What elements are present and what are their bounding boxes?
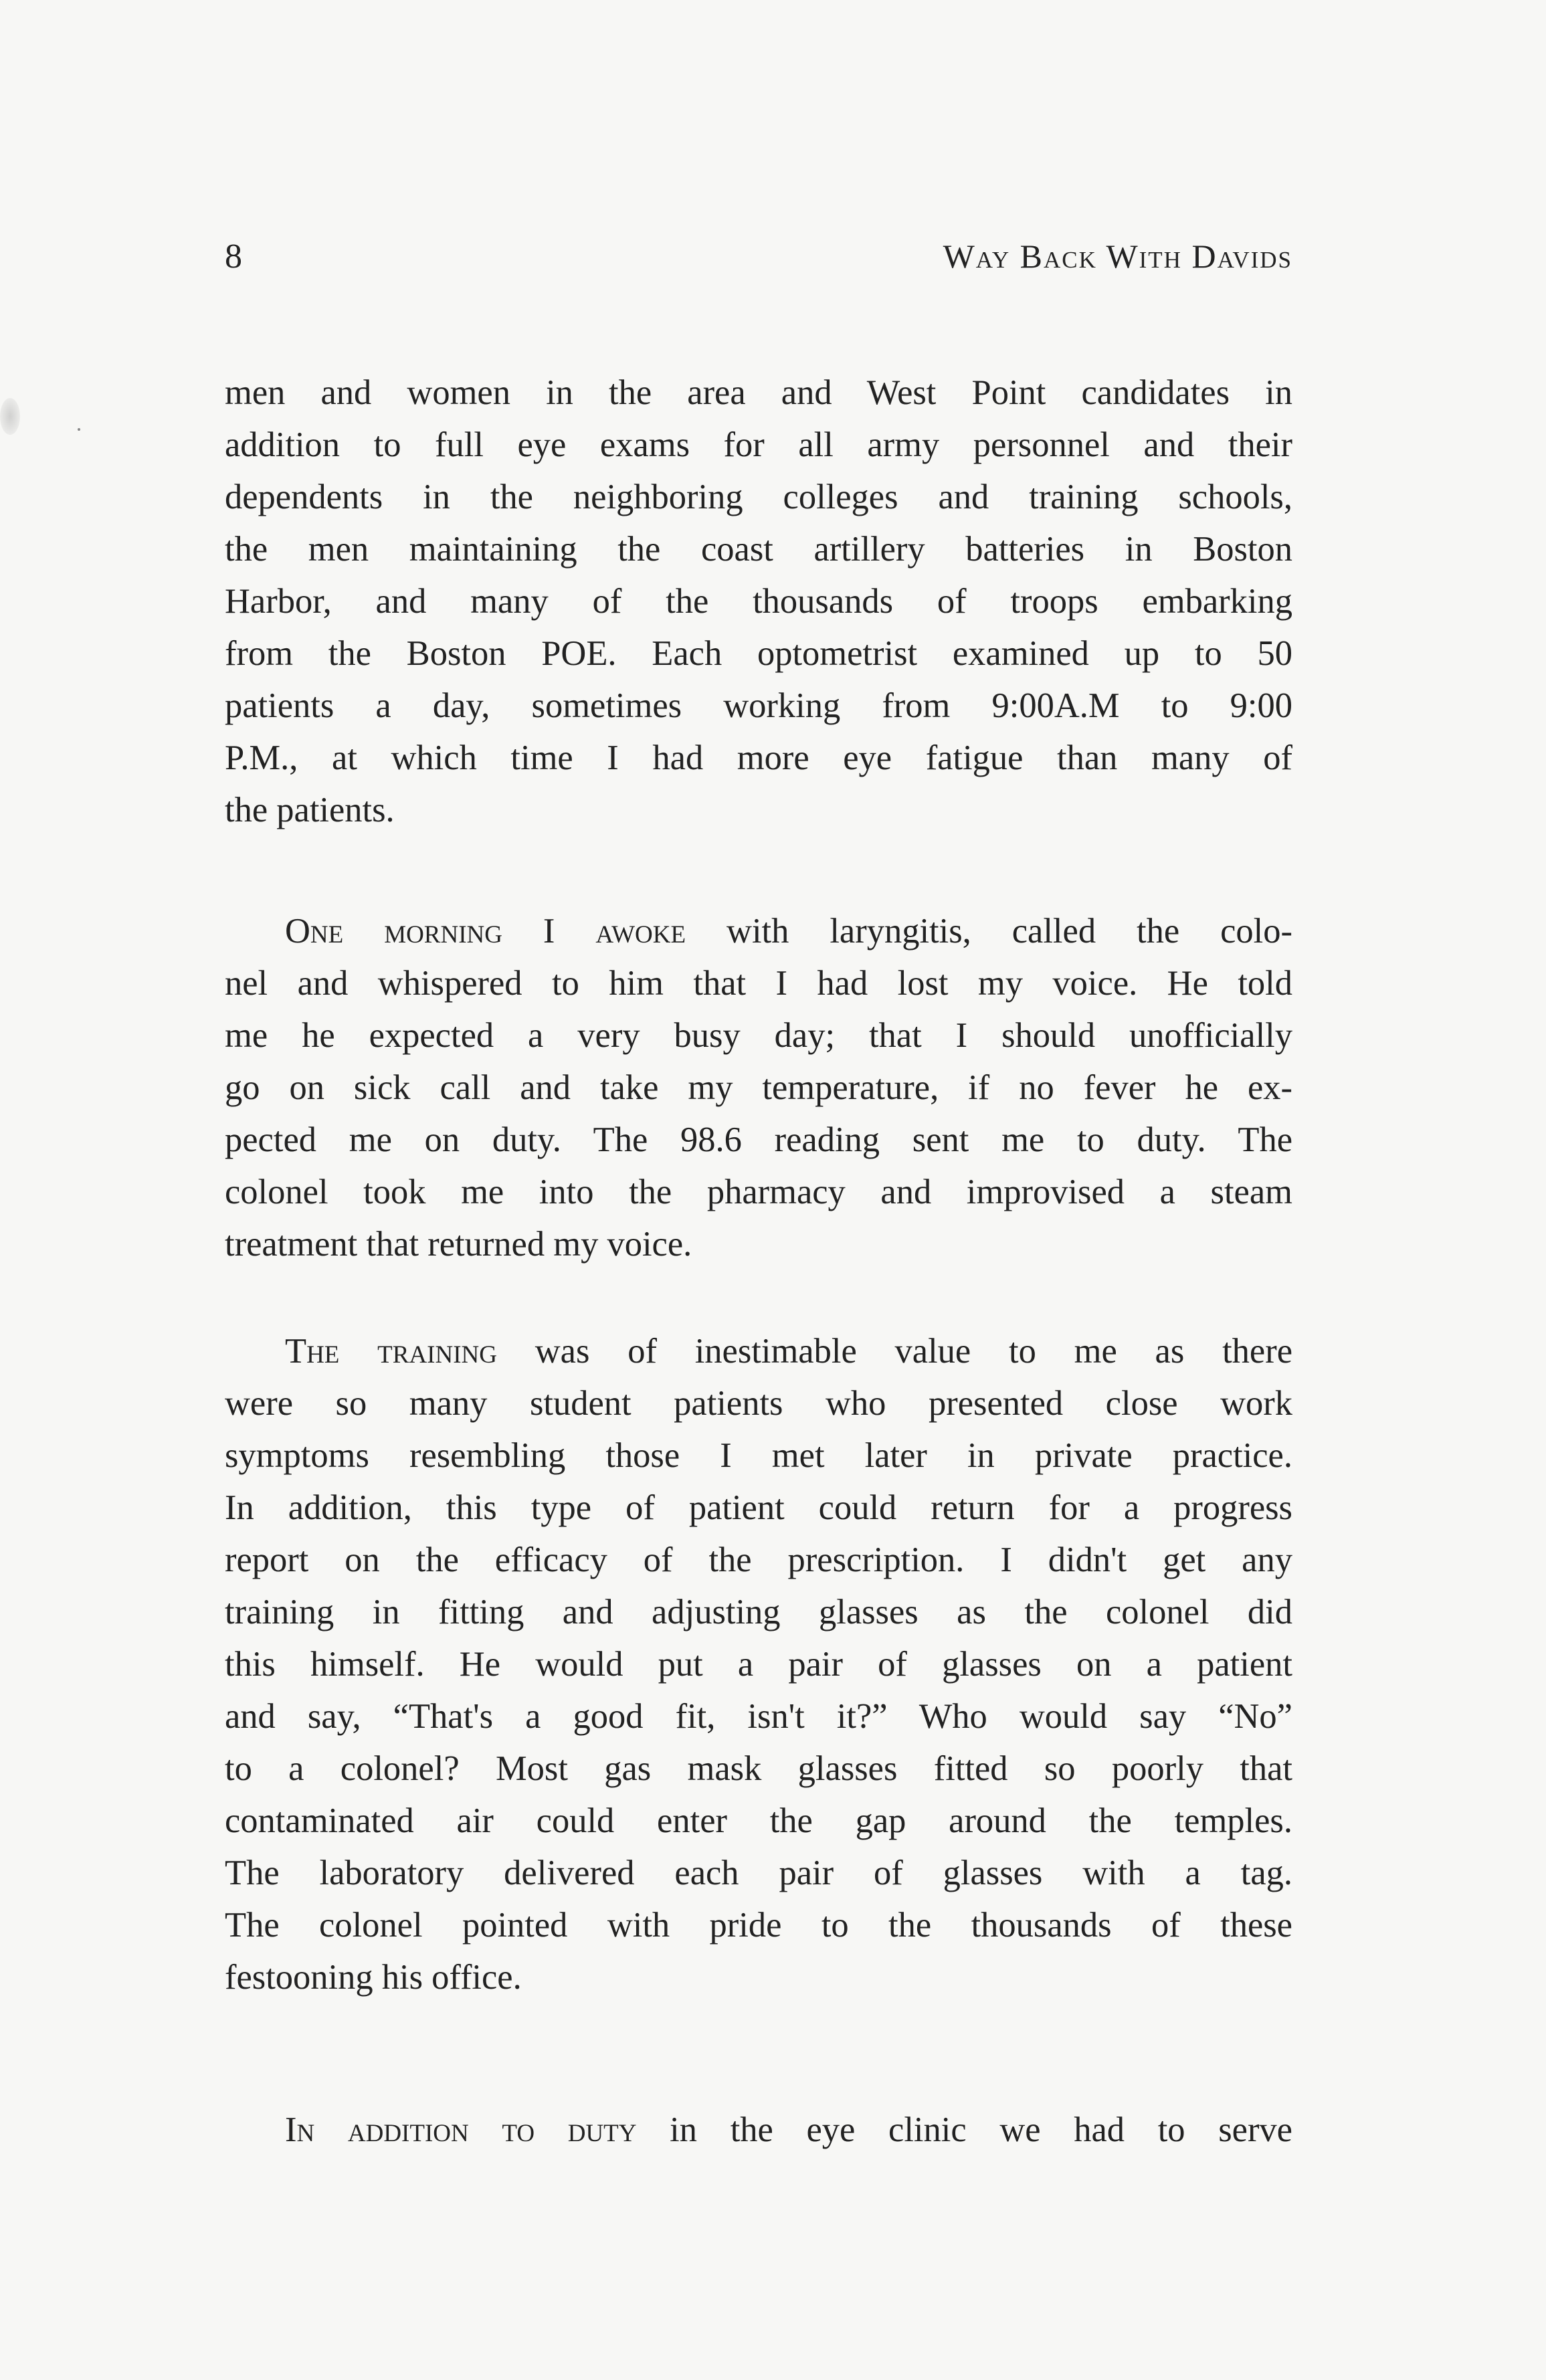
small-caps-lead: The training xyxy=(285,1332,497,1371)
page-header xyxy=(225,239,1292,293)
text-line: contaminated air could enter the gap around the temples. xyxy=(225,1801,1292,1840)
text-line: this himself. He would put a pair of glasses on a patient xyxy=(225,1645,1292,1684)
text-line: go on sick call and take my temperature, if no fever he ex- xyxy=(225,1068,1292,1107)
text-line: from the Boston POE. Each optometrist examined up to 50 xyxy=(225,634,1292,673)
paragraph-2 xyxy=(225,905,1292,1270)
text-line: pected me on duty. The 98.6 reading sent me to duty. The xyxy=(225,1120,1292,1159)
text-line: Harbor, and many of the thousands of troops embarking xyxy=(225,582,1292,621)
text-line: In addition to duty in the eye clinic we had to serve xyxy=(285,2110,1292,2149)
text-line: One morning I awoke with laryngitis, called the colo- xyxy=(285,912,1292,951)
section-break xyxy=(225,1270,1292,1325)
page-smudge xyxy=(0,398,20,435)
text-line: training in fitting and adjusting glasses as the colonel did xyxy=(225,1593,1292,1631)
text-line: the patients. xyxy=(225,791,395,829)
text-line: addition to full eye exams for all army personnel and their xyxy=(225,425,1292,464)
section-break xyxy=(225,836,1292,905)
body-text xyxy=(225,367,1292,2156)
small-caps-lead: One morning I awoke xyxy=(285,912,686,951)
text-line: The training was of inestimable value to me as there xyxy=(285,1332,1292,1371)
text-line: colonel took me into the pharmacy and improvised a steam xyxy=(225,1173,1292,1211)
text-line: men and women in the area and West Point candidates in xyxy=(225,373,1292,412)
paragraph-1 xyxy=(225,367,1292,836)
text-line: patients a day, sometimes working from 9:00A.M to 9:00 xyxy=(225,686,1292,725)
speck xyxy=(78,428,80,431)
text-line: symptoms resembling those I met later in private practice. xyxy=(225,1436,1292,1475)
paragraph-4 xyxy=(225,2104,1292,2156)
page-number: 8 xyxy=(225,237,242,276)
text-line: treatment that returned my voice. xyxy=(225,1225,692,1264)
text-line: The colonel pointed with pride to the thousands of these xyxy=(225,1906,1292,1945)
section-break xyxy=(225,2003,1292,2104)
text-line: to a colonel? Most gas mask glasses fitted so poorly that xyxy=(225,1749,1292,1788)
text-line: The laboratory delivered each pair of glasses with a tag. xyxy=(225,1854,1292,1892)
text-line: In addition, this type of patient could return for a progress xyxy=(225,1488,1292,1527)
small-caps-lead: In addition to duty xyxy=(285,2110,637,2149)
running-head: Way Back With Davids xyxy=(943,237,1292,275)
text-line: report on the efficacy of the prescription. I didn't get any xyxy=(225,1541,1292,1579)
text-line: festooning his office. xyxy=(225,1958,522,1997)
text-line: and say, “That's a good fit, isn't it?” Who would say “No” xyxy=(225,1697,1292,1736)
text-line: were so many student patients who presented close work xyxy=(225,1384,1292,1423)
text-line: P.M., at which time I had more eye fatigue than many of xyxy=(225,738,1292,777)
text-line: me he expected a very busy day; that I should unofficially xyxy=(225,1016,1292,1055)
text-line: dependents in the neighboring colleges and training schools, xyxy=(225,478,1292,516)
paragraph-3 xyxy=(225,1325,1292,2003)
text-line: the men maintaining the coast artillery batteries in Boston xyxy=(225,530,1292,569)
text-line: nel and whispered to him that I had lost my voice. He told xyxy=(225,964,1292,1003)
